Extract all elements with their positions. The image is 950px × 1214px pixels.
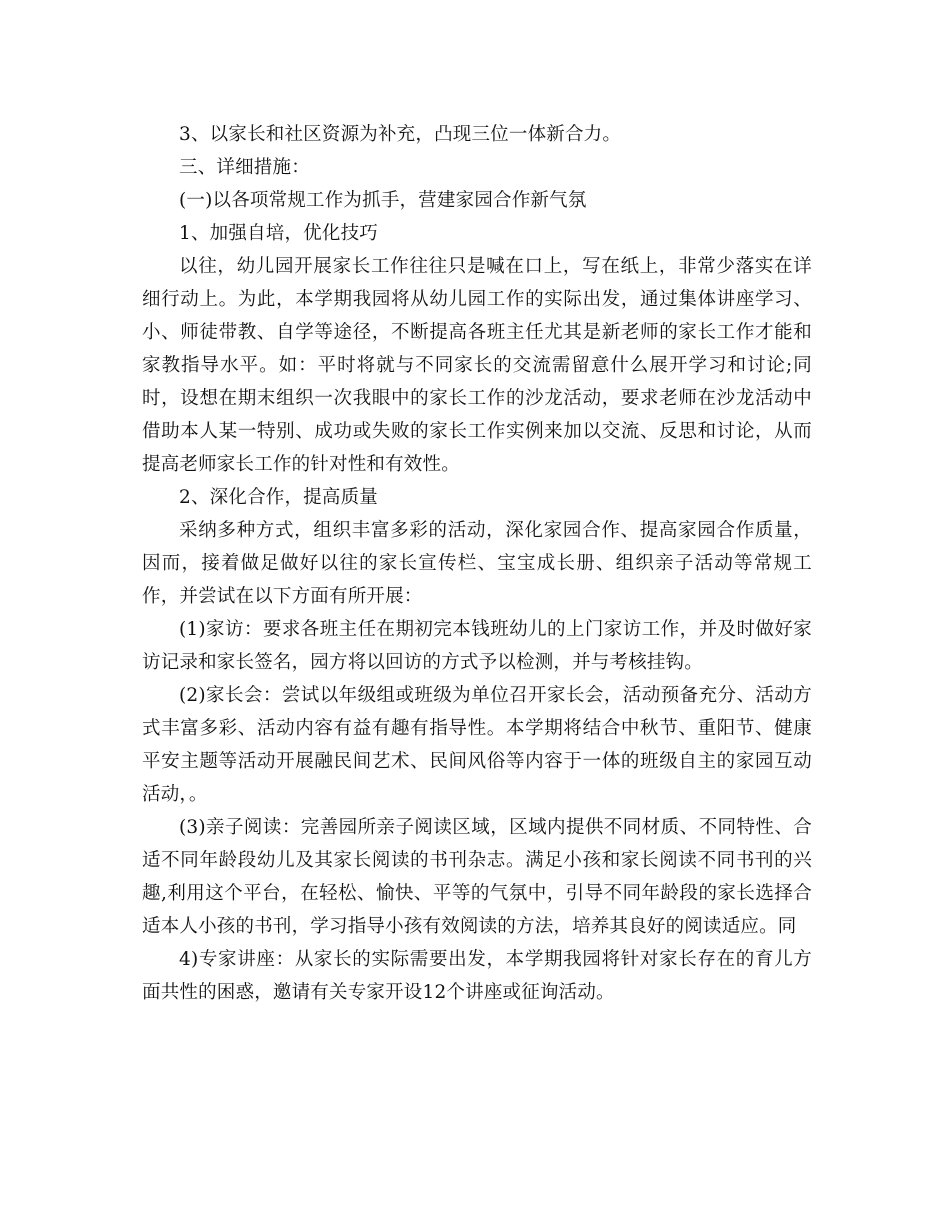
paragraph-parent-child-reading: (3)亲子阅读：完善园所亲子阅读区域，区域内提供不同材质、不同特性、合适不同年龄段幼儿及其家长阅读的书刊杂志。满足小孩和家长阅读不同书刊的兴趣,利用这个平台，在轻松、愉快、平等的气氛中，引导不同年龄段的家长选择合适本人小孩的书刊，学习指导小孩有效阅读的方法，培养其良好的阅读适应。同 bbox=[142, 817, 812, 937]
document-body bbox=[142, 118, 812, 1009]
item-heading-self-training: 1、加强自培，优化技巧 bbox=[179, 223, 378, 244]
paragraph-home-visit: (1)家访：要求各班主任在期初完本钱班幼儿的上门家访工作，并及时做好家访记录和家长签名，园方将以回访的方式予以检测，并与考核挂钩。 bbox=[142, 619, 812, 673]
paragraph-expert-lecture: 4)专家讲座：从家长的实际需要出发，本学期我园将针对家长存在的育儿方面共性的困惑，邀请有关专家开设12个讲座或征询活动。 bbox=[142, 949, 812, 1003]
paragraph-parent-meeting: (2)家长会：尝试以年级组或班级为单位召开家长会，活动预备充分、活动方式丰富多彩、活动内容有益有趣有指导性。本学期将结合中秋节、重阳节、健康平安主题等活动开展融民间艺术、民间风俗等内容于一体的班级自主的家园互动活动，。 bbox=[142, 685, 812, 805]
list-item-community-resources: 3、以家长和社区资源为补充，凸现三位一体新合力。 bbox=[179, 124, 622, 145]
item-heading-cooperation: 2、深化合作，提高质量 bbox=[179, 487, 378, 508]
paragraph-self-training: 以往，幼儿园开展家长工作往往只是喊在口上，写在纸上，非常少落实在详细行动上。为此，本学期我园将从幼儿园工作的实际出发，通过集体讲座学习、小、师徒带教、自学等途径，不断提高各班主任尤其是新老师的家长工作才能和家教指导水平。如：平时将就与不同家长的交流需留意什么展开学习和讨论;同时，设想在期末组织一次我眼中的家长工作的沙龙活动，要求老师在沙龙活动中借助本人某一特别、成功或失败的家长工作实例来加以交流、反思和讨论，从而提高老师家长工作的针对性和有效性。 bbox=[142, 256, 812, 475]
paragraph-cooperation: 采纳多种方式，组织丰富多彩的活动，深化家园合作、提高家园合作质量，因而，接着做足做好以往的家长宣传栏、宝宝成长册、组织亲子活动等常规工作，并尝试在以下方面有所开展： bbox=[142, 520, 812, 607]
subsection-heading-routine-work: (一)以各项常规工作为抓手，营建家园合作新气氛 bbox=[179, 190, 587, 211]
section-heading-measures: 三、详细措施： bbox=[179, 157, 310, 178]
